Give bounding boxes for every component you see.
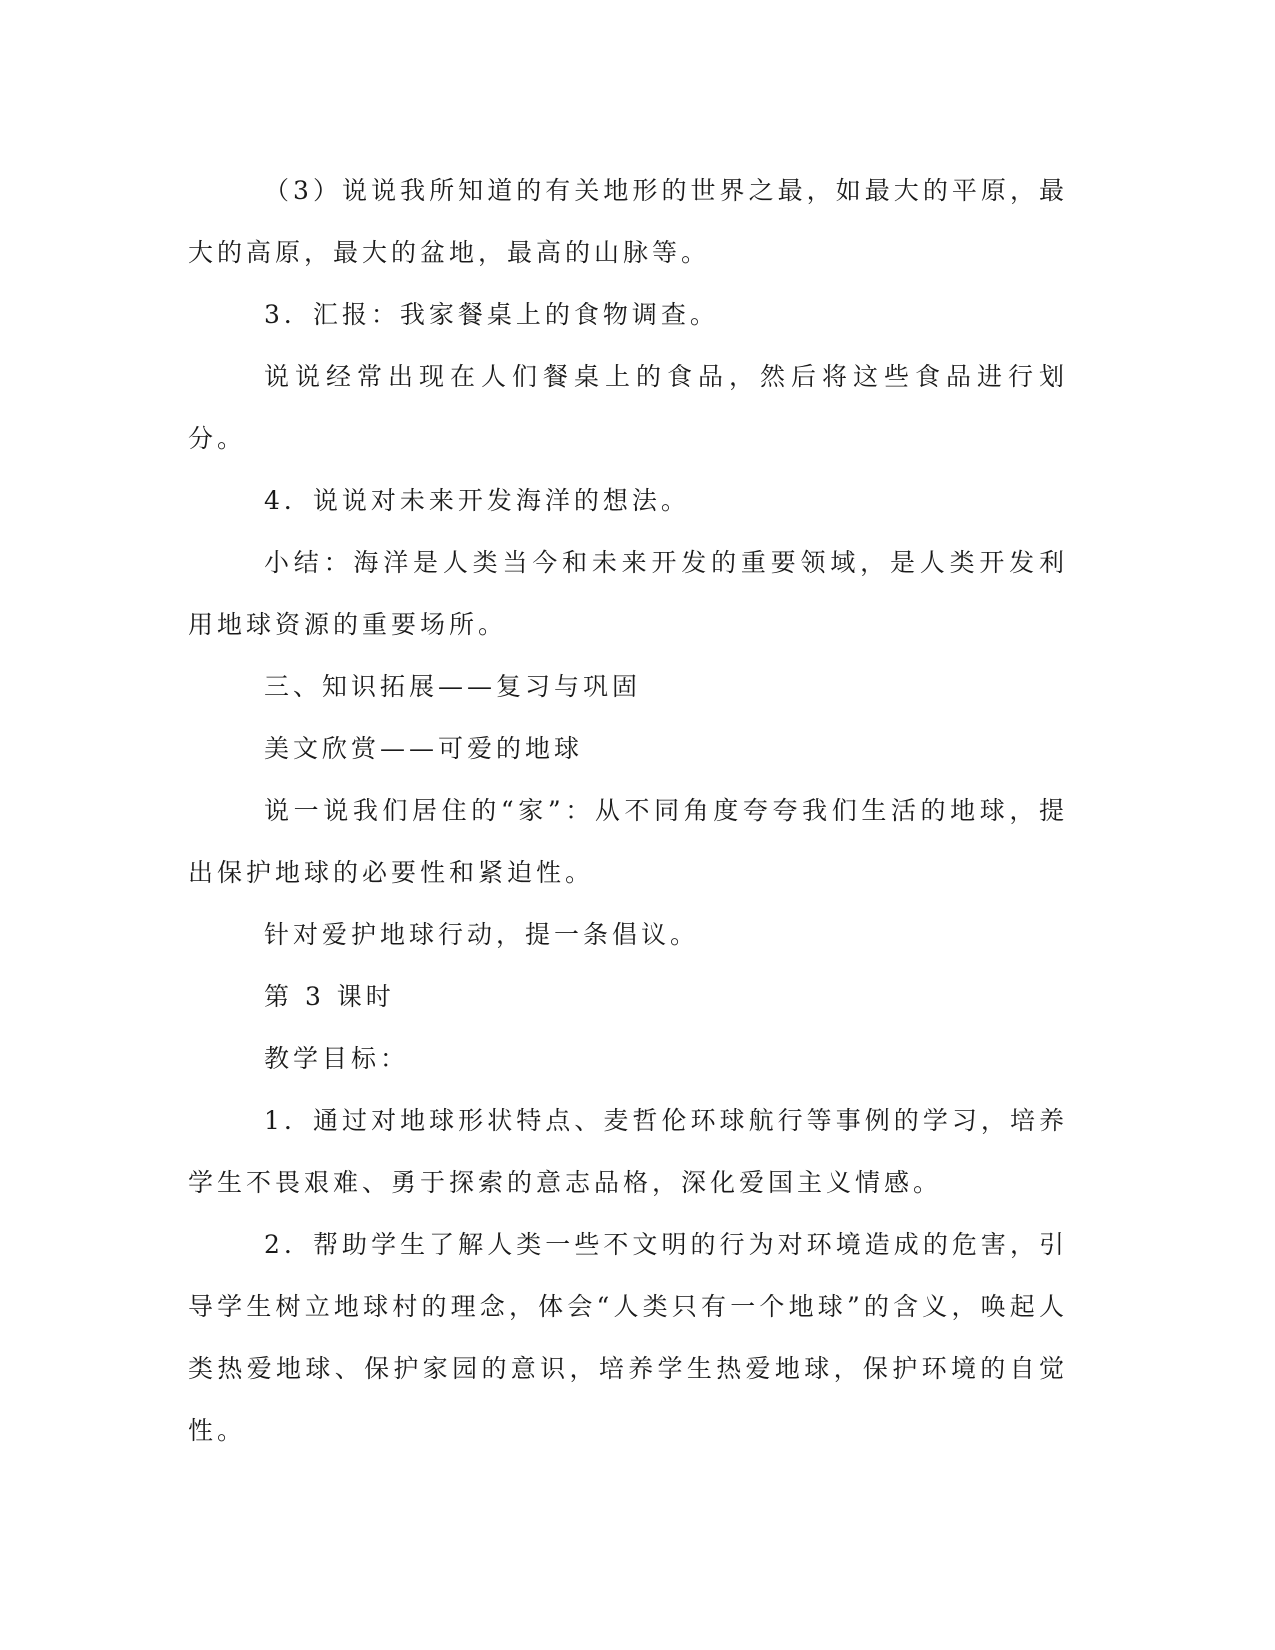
document-body bbox=[188, 160, 1068, 1462]
paragraph-ocean-development: 4．说说对未来开发海洋的想法。 bbox=[264, 486, 690, 515]
teaching-goals-heading: 教学目标： bbox=[264, 1044, 410, 1073]
paragraph-prose-appreciation: 美文欣赏——可爱的地球 bbox=[264, 734, 584, 763]
paragraph-classify-foods: 说说经常出现在人们餐桌上的食品，然后将这些食品进行划分。 bbox=[188, 362, 1068, 453]
paragraph-summary: 小结：海洋是人类当今和未来开发的重要领域，是人类开发利用地球资源的重要场所。 bbox=[188, 548, 1068, 639]
paragraph-our-home: 说一说我们居住的“家”：从不同角度夸夸我们生活的地球，提出保护地球的必要性和紧迫性。 bbox=[188, 796, 1068, 887]
paragraph-landform-records: （3）说说我所知道的有关地形的世界之最，如最大的平原，最大的高原，最大的盆地，最高的山脉等。 bbox=[188, 176, 1068, 267]
section-heading-knowledge-extension: 三、知识拓展——复习与巩固 bbox=[264, 672, 642, 701]
paragraph-report-food-survey: 3．汇报：我家餐桌上的食物调查。 bbox=[264, 300, 719, 329]
lesson-heading: 第 3 课时 bbox=[264, 982, 395, 1011]
goal-item-1: 1．通过对地球形状特点、麦哲伦环球航行等事例的学习，培养学生不畏艰难、勇于探索的意志品格，深化爱国主义情感。 bbox=[188, 1106, 1068, 1197]
goal-item-2: 2．帮助学生了解人类一些不文明的行为对环境造成的危害，引导学生树立地球村的理念，体会“人类只有一个地球”的含义，唤起人类热爱地球、保护家园的意识，培养学生热爱地球，保护环境的自觉性。 bbox=[188, 1230, 1068, 1445]
paragraph-proposal: 针对爱护地球行动，提一条倡议。 bbox=[264, 920, 700, 949]
